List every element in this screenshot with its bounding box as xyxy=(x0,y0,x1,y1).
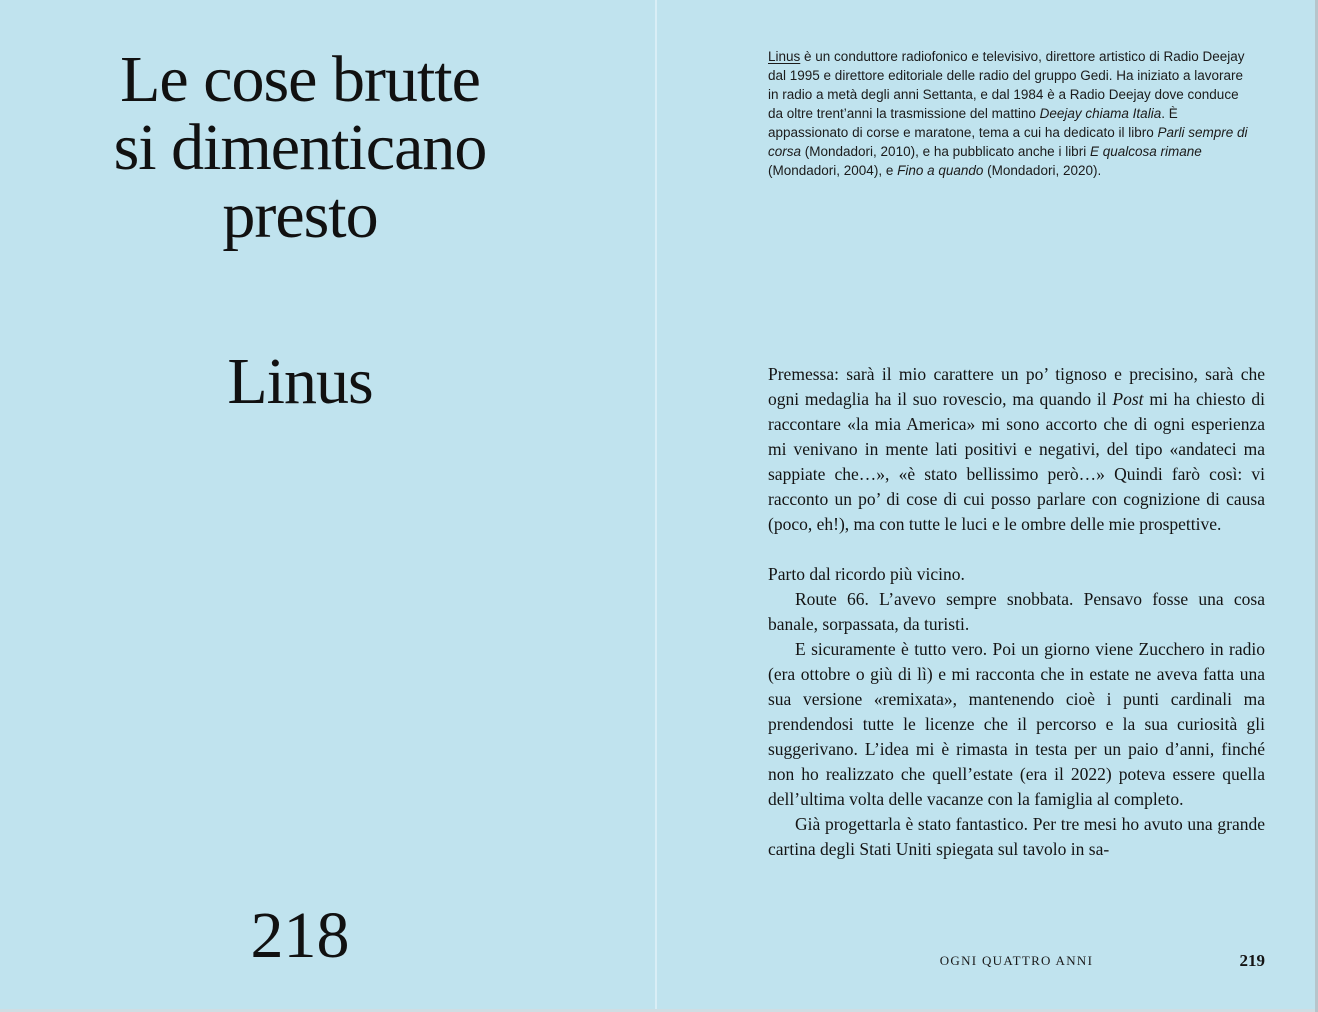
paragraph-text: Premessa: sarà il mio carattere un po’ tignoso e precisino, sarà che ogni medaglia ha il suo rovescio, ma quando il xyxy=(768,364,1265,409)
paragraph: Route 66. L’avevo sempre snobbata. Pensavo fosse una cosa banale, sorpassata, da turisti. xyxy=(768,589,1265,634)
author-bio xyxy=(768,47,1248,180)
left-page xyxy=(0,0,656,1012)
paragraph xyxy=(768,362,1265,537)
publication-name: Post xyxy=(1112,389,1144,409)
paragraph: Parto dal ricordo più vicino. xyxy=(768,564,965,584)
bio-text: è un conduttore radiofonico e televisivo, direttore artistico di Radio Deejay dal 1995 e direttore editoriale delle radio del gruppo Gedi. Ha iniziato a lavorare in radio a metà degli anni Settanta, e dal 1984 è a Radio Deejay dove conduce da oltre trent’anni la trasmissione del mattino xyxy=(768,49,1245,121)
bio-author-name: Linus xyxy=(768,49,801,64)
bio-text: (Mondadori, 2004), e xyxy=(768,163,898,178)
chapter-title-line: presto xyxy=(222,179,378,252)
chapter-title-line: Le cose brutte xyxy=(120,43,480,116)
book-title: Parli sempre di corsa xyxy=(768,125,1248,159)
chapter-title xyxy=(40,43,560,252)
book-title: Deejay chiama Italia xyxy=(1039,106,1162,121)
running-title: OGNI QUATTRO ANNI xyxy=(939,953,1094,968)
chapter-title-line: si dimenticano xyxy=(113,111,487,184)
page-number-left: 218 xyxy=(250,899,350,972)
right-page xyxy=(657,0,1318,1012)
bio-text: (Mondadori, 2020). xyxy=(983,163,1102,178)
paragraph-text: mi ha chiesto di raccontare «la mia America» mi sono accorto che di ogni esperienza mi venivano in mente lati positivi e negativi, del tipo «andateci ma sappiate che…», «è stato bellissimo però…» Quindi farò così: vi racconto un po’ di cose di cui posso parlare con cognizione di causa (poco, eh!), ma con tutte le luci e le ombre delle mie prospettive. xyxy=(768,389,1265,534)
book-title: Fino a quando xyxy=(897,163,984,178)
book-title: E qualcosa rimane xyxy=(1089,144,1202,159)
body-text xyxy=(768,362,1265,862)
bio-text: . È appassionato di corse e maratone, tema a cui ha dedicato il libro xyxy=(768,106,1178,140)
page-number-right: 219 xyxy=(1239,951,1265,970)
author-name: Linus xyxy=(227,345,373,418)
bio-text: (Mondadori, 2010), e ha pubblicato anche i libri xyxy=(801,144,1090,159)
paragraph: E sicuramente è tutto vero. Poi un giorno viene Zucchero in radio (era ottobre o giù di lì) e mi racconta che in estate ne aveva fatta una sua versione «remixata», mantenendo cioè i punti cardinali ma prendendosi tutte le licenze che il percorso e la sua curiosità gli suggerivano. L’idea mi è rimasta in testa per un paio d’anni, finché non ho realizzato che quell’estate (era il 2022) poteva essere quella dell’ultima volta delle vacanze con la famiglia al completo. xyxy=(768,639,1265,809)
paragraph: Già progettarla è stato fantastico. Per tre mesi ho avuto una grande cartina degli Stati Uniti spiegata sul tavolo in sa- xyxy=(768,814,1265,859)
page-footer xyxy=(768,951,1265,975)
